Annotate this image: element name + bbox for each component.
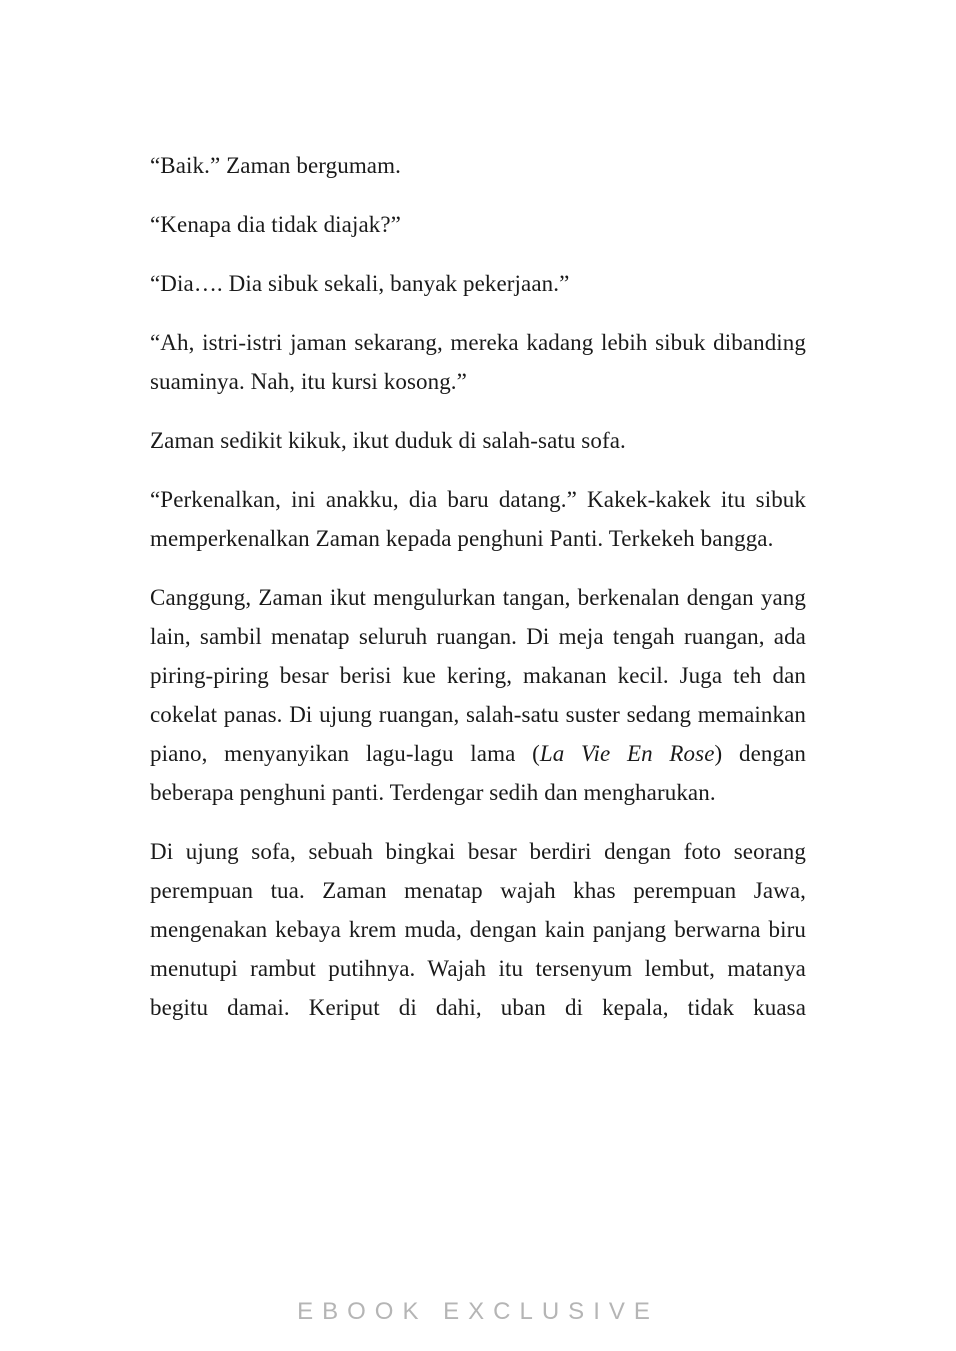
footer-watermark: EBOOK EXCLUSIVE xyxy=(297,1298,659,1325)
page-body xyxy=(150,146,806,1047)
song-title: La Vie En Rose xyxy=(539,741,715,766)
paragraph: “Kenapa dia tidak diajak?” xyxy=(150,212,401,237)
paragraph: “Ah, istri-istri jaman sekarang, mereka kadang lebih sibuk dibanding suaminya. Nah, itu kursi kosong.” xyxy=(150,330,806,394)
paragraph: Di ujung sofa, sebuah bingkai besar berdiri dengan foto seorang perempuan tua. Zaman menatap wajah khas perempuan Jawa, mengenakan kebaya krem muda, dengan kain panjang berwarna biru menutupi rambut putihnya. Wajah itu tersenyum lembut, matanya begitu damai. Keriput di dahi, uban di kepala, tidak kuasa xyxy=(150,839,806,1020)
paragraph: “Perkenalkan, ini anakku, dia baru datang.” Kakek-kakek itu sibuk memperkenalkan Zaman kepada penghuni Panti. Terkekeh bangga. xyxy=(150,487,806,551)
paragraph xyxy=(150,578,806,812)
paragraph-text: ) dengan beberapa penghuni panti. Terdengar sedih dan mengharukan. xyxy=(150,741,806,805)
paragraph-text: Canggung, Zaman ikut mengulurkan tangan, berkenalan dengan yang lain, sambil menatap seluruh ruangan. Di meja tengah ruangan, ada piring-piring besar berisi kue kering, makanan kecil. Juga teh dan cokelat panas. Di ujung ruangan, salah-satu suster sedang memainkan piano, menyanyikan lagu-lagu lama ( xyxy=(150,585,806,766)
paragraph: Zaman sedikit kikuk, ikut duduk di salah-satu sofa. xyxy=(150,428,626,453)
paragraph: “Dia…. Dia sibuk sekali, banyak pekerjaan.” xyxy=(150,271,570,296)
paragraph: “Baik.” Zaman bergumam. xyxy=(150,153,401,178)
